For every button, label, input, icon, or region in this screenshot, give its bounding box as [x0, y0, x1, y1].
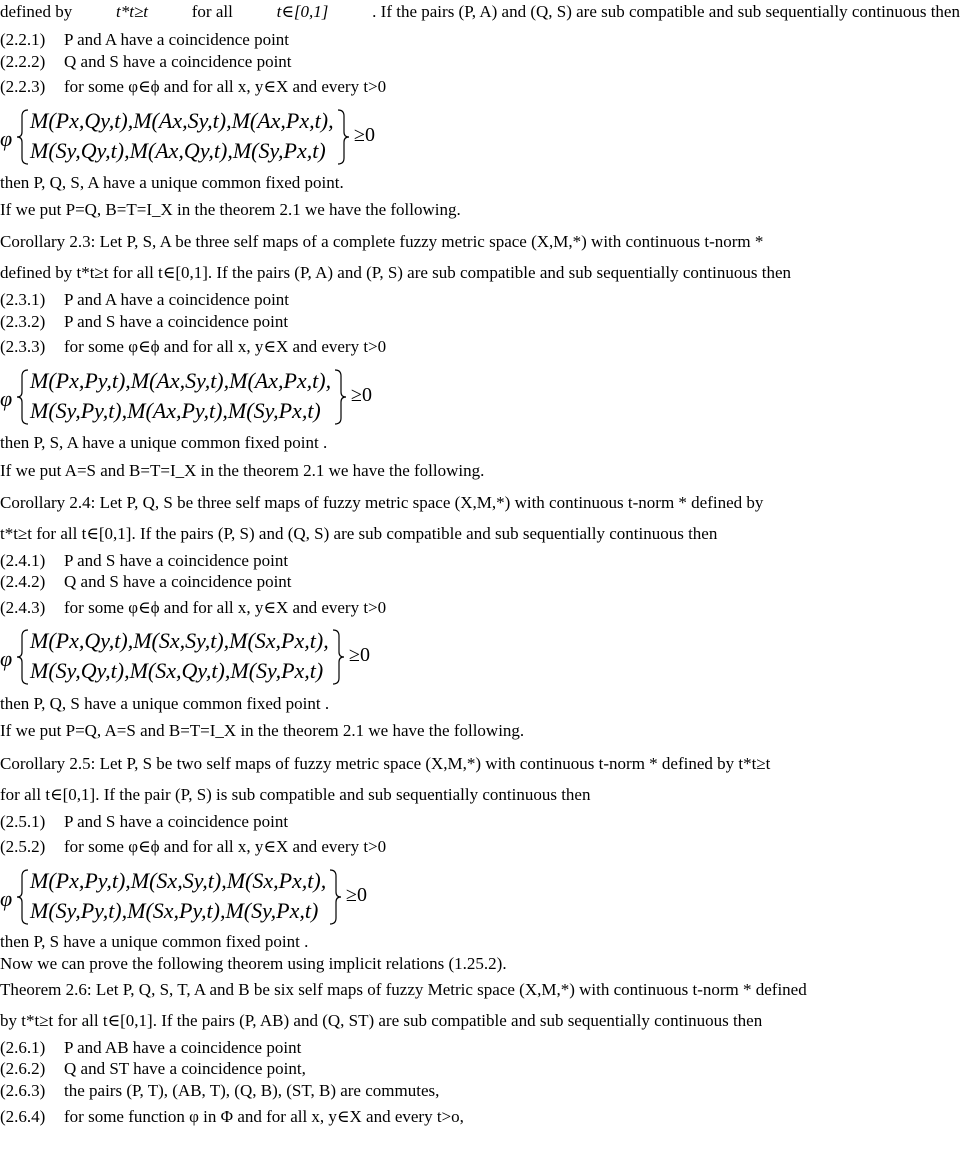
line-text: t*t≥t for all t∈[0,1]. If the pairs (P, S) and (Q, S) are sub compatible and sub sequentially continuous then: [0, 524, 718, 543]
line-text: If we put A=S and B=T=I_X in the theorem 2.1 we have the following.: [0, 461, 485, 480]
line-text: for all t∈[0,1]. If the pair (P, S) is sub compatible and sub sequentially continuous then: [0, 785, 591, 804]
implicit-relation-formula: [0, 368, 470, 428]
text-line-i252: [0, 837, 960, 857]
item-text: P and A have a coincidence point: [64, 290, 290, 309]
item-text: P and S have a coincidence point: [64, 551, 289, 570]
text-line-i242: [0, 572, 960, 592]
item-number: (2.6.2): [0, 1059, 46, 1078]
line-segment: t*t≥t: [116, 2, 148, 21]
line-text: Corollary 2.3: Let P, S, A be three self maps of a complete fuzzy metric space (X,M,*) with continuous t-norm *: [0, 232, 764, 251]
line-segment: for all: [191, 2, 233, 21]
item-number: (2.6.3): [0, 1081, 46, 1100]
text-line-i231: [0, 290, 960, 310]
text-line-c24b: [0, 524, 960, 544]
item-number: (2.4.2): [0, 572, 46, 591]
item-number: (2.2.2): [0, 52, 46, 71]
text-line-c23b: [0, 263, 960, 283]
text-line-i264: [0, 1107, 960, 1127]
item-number: (2.5.1): [0, 812, 46, 831]
left-brace: [14, 368, 30, 426]
right-brace: [328, 868, 344, 926]
text-line-c24i: [0, 461, 960, 481]
item-number: (2.3.1): [0, 290, 46, 309]
text-line-i251: [0, 812, 960, 832]
item-text: P and AB have a coincidence point: [64, 1038, 302, 1057]
item-number: (2.6.1): [0, 1038, 46, 1057]
formula-row-1: M(Px,Qy,t),M(Ax,Sy,t),M(Ax,Px,t),: [30, 108, 334, 133]
item-number: (2.6.4): [0, 1107, 46, 1126]
item-text: for some function φ in Φ and for all x, y∈X and every t>o,: [64, 1107, 464, 1126]
right-brace: [331, 628, 347, 686]
text-line-i262: [0, 1059, 960, 1079]
left-brace: [14, 108, 30, 166]
phi-symbol: φ: [0, 386, 13, 411]
line-text: then P, Q, S have a unique common fixed point .: [0, 694, 330, 713]
phi-symbol: φ: [0, 646, 13, 671]
line-text: Corollary 2.5: Let P, S be two self maps of fuzzy metric space (X,M,*) with continuous t-norm * defined by t*t≥t: [0, 754, 771, 773]
text-line-c22t: [0, 173, 960, 193]
item-text: Q and S have a coincidence point: [64, 572, 292, 591]
item-text: for some φ∈ϕ and for all x, y∈X and every t>0: [64, 837, 387, 856]
item-text: Q and ST have a coincidence point,: [64, 1059, 306, 1078]
line-text: then P, S have a unique common fixed point .: [0, 932, 309, 951]
text-line-i261: [0, 1038, 960, 1058]
formula-row-1: M(Px,Py,t),M(Sx,Sy,t),M(Sx,Px,t),: [30, 868, 327, 893]
greater-equal-zero: ≥0: [346, 884, 367, 906]
item-number: (2.2.3): [0, 77, 46, 96]
right-brace: [336, 108, 352, 166]
text-line-i263: [0, 1081, 960, 1101]
greater-equal-zero: ≥0: [354, 124, 375, 146]
text-line-c25a: [0, 754, 960, 774]
line-text: Theorem 2.6: Let P, Q, S, T, A and B be six self maps of fuzzy Metric space (X,M,*) with continuous t-norm * defined: [0, 980, 807, 999]
formula-row-1: M(Px,Py,t),M(Ax,Sy,t),M(Ax,Px,t),: [30, 368, 332, 393]
item-text: P and S have a coincidence point: [64, 312, 289, 331]
text-line-i232: [0, 312, 960, 332]
line-segment: defined by: [0, 2, 73, 21]
text-line-c24t: [0, 694, 960, 714]
item-number: (2.3.2): [0, 312, 46, 331]
implicit-relation-formula: [0, 628, 470, 688]
text-line-l1: [0, 2, 960, 22]
item-text: the pairs (P, T), (AB, T), (Q, B), (ST, B) are commutes,: [64, 1081, 440, 1100]
text-line-i233: [0, 337, 960, 357]
item-text: P and S have a coincidence point: [64, 812, 289, 831]
text-line-c25t: [0, 932, 960, 952]
item-number: (2.3.3): [0, 337, 46, 356]
text-line-c25b: [0, 785, 960, 805]
left-brace: [14, 868, 30, 926]
line-text: Now we can prove the following theorem using implicit relations (1.25.2).: [0, 954, 507, 973]
text-line-t26a: [0, 980, 960, 1000]
formula-row-2: M(Sy,Py,t),M(Ax,Py,t),M(Sy,Px,t): [30, 398, 321, 423]
formula-row-2: M(Sy,Py,t),M(Sx,Py,t),M(Sy,Px,t): [30, 898, 319, 923]
greater-equal-zero: ≥0: [349, 644, 370, 666]
formula-row-2: M(Sy,Qy,t),M(Sx,Qy,t),M(Sy,Px,t): [30, 658, 324, 683]
formula-row-1: M(Px,Qy,t),M(Sx,Sy,t),M(Sx,Px,t),: [30, 628, 329, 653]
text-line-c23t: [0, 433, 960, 453]
text-line-c24a: [0, 493, 960, 513]
line-text: If we put P=Q, A=S and B=T=I_X in the theorem 2.1 we have the following.: [0, 721, 525, 740]
implicit-relation-formula: [0, 868, 470, 928]
line-text: defined by t*t≥t for all t∈[0,1]. If the pairs (P, A) and (P, S) are sub compatible and sub sequentially continuous then: [0, 263, 792, 282]
formula-row-2: M(Sy,Qy,t),M(Ax,Qy,t),M(Sy,Px,t): [30, 138, 326, 163]
text-line-now: [0, 954, 960, 974]
text-line-t26b: [0, 1011, 960, 1031]
item-text: P and A have a coincidence point: [64, 30, 290, 49]
text-line-c23i: [0, 200, 960, 220]
phi-symbol: φ: [0, 886, 13, 911]
item-text: for some φ∈ϕ and for all x, y∈X and every t>0: [64, 598, 387, 617]
line-text: by t*t≥t for all t∈[0,1]. If the pairs (P, AB) and (Q, ST) are sub compatible and sub sequentially continuous then: [0, 1011, 763, 1030]
line-text: Corollary 2.4: Let P, Q, S be three self maps of fuzzy metric space (X,M,*) with continuous t-norm * defined by: [0, 493, 764, 512]
left-brace: [14, 628, 30, 686]
greater-equal-zero: ≥0: [351, 384, 372, 406]
text-line-c25i: [0, 721, 960, 741]
item-number: (2.4.1): [0, 551, 46, 570]
item-text: Q and S have a coincidence point: [64, 52, 292, 71]
text-line-c23a: [0, 232, 960, 252]
line-segment: . If the pairs (P, A) and (Q, S) are sub compatible and sub sequentially continuous then: [372, 2, 960, 21]
text-line-i221: [0, 30, 960, 50]
implicit-relation-formula: [0, 108, 470, 168]
text-line-i222: [0, 52, 960, 72]
text-line-i241: [0, 551, 960, 571]
line-text: then P, Q, S, A have a unique common fixed point.: [0, 173, 344, 192]
item-text: for some φ∈ϕ and for all x, y∈X and every t>0: [64, 77, 387, 96]
item-number: (2.5.2): [0, 837, 46, 856]
line-text: then P, S, A have a unique common fixed point .: [0, 433, 328, 452]
item-text: for some φ∈ϕ and for all x, y∈X and every t>0: [64, 337, 387, 356]
item-number: (2.2.1): [0, 30, 46, 49]
line-text: If we put P=Q, B=T=I_X in the theorem 2.1 we have the following.: [0, 200, 461, 219]
right-brace: [333, 368, 349, 426]
item-number: (2.4.3): [0, 598, 46, 617]
text-line-i223: [0, 77, 960, 97]
line-segment: t∈[0,1]: [276, 2, 329, 21]
text-line-i243: [0, 598, 960, 618]
phi-symbol: φ: [0, 126, 13, 151]
